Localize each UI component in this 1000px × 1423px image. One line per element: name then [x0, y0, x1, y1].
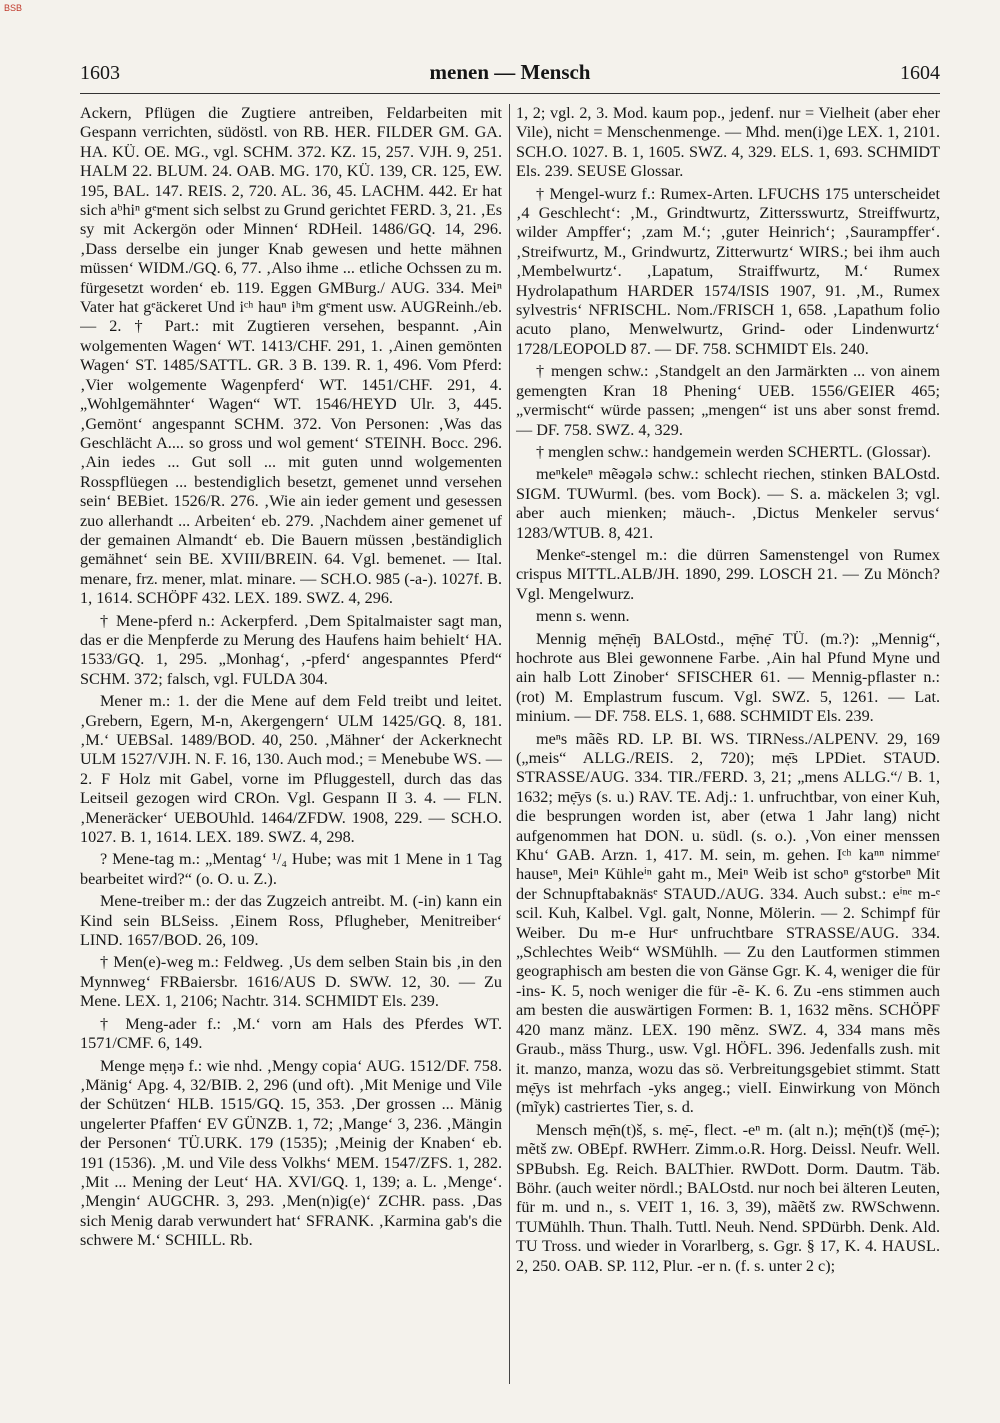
entry-menn: menn s. wenn. — [536, 607, 630, 626]
page-number-left: 1603 — [80, 62, 120, 84]
entry-meng-ader: † Meng-ader f.: ‚M.‘ vorn am Hals des Pferdes WT. 1571/CMF. 6, 149. — [80, 1014, 502, 1053]
entry-menen-continued: Ackern, Pflügen die Zugtiere antreiben, Feldarbeiten mit Gespann verrichten, südöstl. von RB. HER. FILDER GM. GA. HA. KÜ. OE. MG., vgl. SCHM. 372. KZ. 15, 257. VJH. 9, 251. HALM 22. BLUM. 24. OAB. MG. 170, KÜ. 139, CR. 125, EW. 195, BAL. 147. REIS. 2, 720. AL. 36, 45. LACHM. 442. Er hat sich aᵇhiⁿ gᵉment sich selbst zu Grund gerichtet FERD. 3, 21. ‚Es sy mit Ackergön oder Minnen‘ RDHeil. 1486/GQ. 14, 296. ‚Dass derselbe ein junger Knab gewesen und hette mähnen müssen‘ WIDM./GQ. 6, 77. ‚Also ihme ... etliche Ochssen zu m. fürgesetzt worden‘ eb. 119. Eggen GMBurg./ AUG. 334. Meiⁿ Vater hat gᵉäckeret Und iᶜʰ hauⁿ iʰm gᵉment usw. AUGReinh./eb. — 2. † Part.: mit Zugtieren versehen, bespannt. ‚Ain wolgementen Wagen‘ WT. 1413/CHF. 291, 1. ‚Ainen gemönten Wagen‘ ST. 1485/SATTL. GR. 3 B. 139. R. 1, 496. Vom Pferd: ‚Vier wolgemente Wagenpferd‘ WT. 1451/CHF. 291, 4. „Wohlgemähnter‘ Wagen“ WT. 1546/HEYD Ulr. 3, 445. ‚Gemönt‘ angespannt SCHM. 372. Von Personen: ‚Was das Geschlächt A.... so gross und wol gement‘ STEINH. Bocc. 296. ‚Ain iedes ... Gut soll ... mit guten unnd wolgementen Rosspflüegen ... bestendiglich besetzt, gemenet unnd versehen sein‘ BEBiet. 1526/R. 276. ‚Wie ain ieder gement und gesessen zuo allerhandt ... Arbeiten‘ eb. 279. ‚Nachdem ainer gemenet uf der gemainen Almandt‘ eb. Die Bauern müssen ‚beständiglich gemähnet‘ sein BE. XVIII/BREIN. 64. Vgl. bemenet. — Ital. menare, frz. mener, mlat. minare. — SCH.O. 985 (-a-). 1027f. B. 1, 1614. SCHÖPF 432. LEX. 189. SWZ. 4, 296. — [80, 104, 502, 608]
entry-mener: Mener m.: 1. der die Mene auf dem Feld treibt und leitet. ‚Grebern, Egern, M-n, Akergengern‘ ULM 1425/GQ. 8, 181. ‚M.‘ UEBSal. 1489/BOD. 40, 250. ‚Mähner‘ der Ackerknecht ULM 1527/VJH. N. F. 16, 130. Auch mod.; = Menebube WS. — 2. F Holz mit Gabel, vorne im Pfluggestell, durch das das Leitseil gezogen wird CROn. Vgl. Gespann II 3. 4. — FLN. ‚Meneräcker‘ UEBOUhld. 1464/ZFDW. 1908, 229. — SCH.O. 1027. B. 1, 1614. LEX. 189. SWZ. 4, 298. — [80, 692, 502, 847]
entry-mennig: Mennig mẹ̄nẹ̄ŋ BALOstd., mẹ̄nẹ̄ TÜ. (m.?): „Mennig“, hochrote aus Blei gewonnene Farbe. ‚Ain hal Pfund Myne und ain halb Lott Zinober‘ SFISCHER 61. — Mennig-pflaster n.: (rot) M. Emplastrum fuscum. Vgl. SWZ. 5, 1261. — Lat. minium. — DF. 758. ELS. 1, 688. SCHMIDT Els. 239. — [516, 629, 940, 726]
entry-menge: Menge mẹŋə f.: wie nhd. ‚Mengy copia‘ AUG. 1512/DF. 758. ‚Mänig‘ Apg. 4, 32/BIB. 2, 296 (und oft). ‚Mit Menige und Vile der Schützen‘ HLB. 1515/GQ. 15, 353. ‚Der grossen ... Mänig ungelerter Pfaffen‘ EV GÜNZB. 1, 72; ‚Mange‘ 3, 236. ‚Mängin der Personen‘ TÜ.URK. 179 (1535); ‚Meinig der Knaben‘ eb. 191 (1536). ‚M. und Vile dess Volkhs‘ MEM. 1547/ZFS. 1, 282. ‚Mit ... Mening der Leut‘ HA. XVI/GQ. 1, 139; a. L. ‚Menge‘. ‚Mengin‘ AUGCHR. 3, 293. ‚Men(n)ig(e)‘ ZCHR. pass. ‚Das sich Menig darab verwundert hat‘ SFRANK. ‚Karmina gab's die schwere M.‘ SCHILL. Rb. — [80, 1056, 502, 1250]
column-divider — [509, 104, 510, 1384]
page-number-right: 1604 — [900, 62, 940, 84]
entry-mene-weg: † Men(e)-weg m.: Feldweg. ‚Us dem selben Stain bis ‚in den Mynnweg‘ FRBaiersbr. 1616/AUS D. SWW. 12, 30. — Zu Mene. LEX. 1, 2106; Nachtr. 314. SCHMIDT Els. 239. — [80, 953, 502, 1011]
entry-mene-treiber: Mene-treiber m.: der das Zugzeich antreibt. M. (-in) kann ein Kind sein BLSeiss. ‚Einem Ross, Pflugheber, Menitreiber‘ LIND. 1657/BOD. 26, 109. — [80, 892, 502, 950]
entry-mengen: † mengen schw.: ‚Standgelt an den Jarmärkten ... von ainem gemengten Kran 18 Phening‘ UEB. 1556/GEIER 465; „vermischt“ würde passen; „mengen“ ist uns aber sonst fremd. — DF. 758. SWZ. 4, 329. — [516, 362, 940, 439]
page-title: menen — Mensch — [429, 60, 591, 84]
entry-mene-pferd: † Mene-pferd n.: Ackerpferd. ‚Dem Spitalmaister sagt man, das er die Menpferde zu Merung des Haufens haim behielt‘ HA. 1533/GQ. 1, 295. „Monhag‘, ‚-pferd‘ angespanntes Pferd“ SCHM. 372; falsch, vgl. FULDA 304. — [80, 611, 502, 688]
entry-menkelen: meⁿkeleⁿ mẽəgələ schw.: schlecht riechen, stinken BALOstd. SIGM. TUWurml. (bes. vom Bock). — S. a. mäckelen 3; vgl. aber auch mienken; mäuch-. ‚Dictus Menkeler servus‘ 1283/WTUB. 8, 421. — [516, 465, 940, 542]
entry-menke-stengel: Menkeᵉ-stengel m.: die dürren Samenstengel von Rumex crispus MITTL.ALB/JH. 1890, 299. LOSCH 21. — Zu Mönch? Vgl. Mengelwurz. — [516, 545, 940, 603]
entry-menglen: † menglen schw.: handgemein werden SCHERTL. (Glossar). — [536, 442, 931, 461]
header-rule — [80, 93, 940, 94]
right-column — [516, 104, 940, 1404]
entry-mens: meⁿs mãẽs RD. LP. BI. WS. TIRNess./ALPENV. 29, 169 („meis“ ALLG./REIS. 2, 720); mẹ̄s LPDiet. STAUD. STRASSE/AUG. 334. TIR./FERD. 3, 21; „mens ALLG.“/ B. 1, 1632; mẹ̄ys (s. u.) RAV. TE. Adj.: 1. unfruchtbar, von einer Kuh, die besprungen worden ist, aber (etwa 1 Jahr lang) nicht aufgenommen hat DON. u. südl. (s. o.). ‚Von einer menssen Khu‘ GAB. Arzn. 1, 417. M. sein, m. gehen. Iᶜʰ kaⁿⁿ nimmeʳ hauseⁿ, Meiⁿ Kühleⁱⁿ gaht m., Meiⁿ Weib ist schoⁿ gᵉstorbeⁿ Mit der Schnupftabaknäsᵉ STAUD./AUG. 334. Auch subst.: eⁱⁿᵉ m-ᵉ scil. Kuh, Kalbel. Vgl. galt, Nonne, Mölerin. — 2. Schimpf für Weiber. Du m-e Hurᵉ unfruchtbare STRASSE/AUG. 334. „Schlechtes Weib“ WSMühlh. — Zu den Lautformen stimmen geographisch am besten die von Gänse Ggr. K. 4, weniger die für -ins- K. 5, noch weniger die für -ẽ- K. 6. Zu -ens stimmen auch am besten die auswärtigen Formen: B. 1, 1632 mẽns. SCHÖPF 420 manz mänz. LEX. 190 mẽnz. SWZ. 4, 334 mans mẽs Graub., mäss Thurg., usw. Vgl. HÖFL. 396. Jedenfalls zush. mit it. manzo, manza, wozu das sö. Verbreitungsgebiet stimmt. Statt mẹ̄ys ist mehrfach -yks angeg.; vielI. Einwirkung von Mönch (mĩyk) castriertes Tier, s. d. — [516, 729, 940, 1117]
entry-mengel-wurz: † Mengel-wurz f.: Rumex-Arten. LFUCHS 175 unterscheidet ‚4 Geschlecht‘: ‚M., Grindtwurtz, Zittersswurtz, Streiffwurtz, wilder Ampffer‘; ‚zam M.‘; ‚guter Heinrich‘; ‚Saurampffer‘. ‚Streifwurtz, M., Grindwurtz, Zitterwurtz‘ WIRS.; bei ihm auch ‚Membelwurtz‘. ‚Lapatum, Straiffwurtz, M.‘ Rumex Hydrolapathum HARDER 1574/ISIS 1907, 91. ‚M., Rumex sylvestris‘ NFRISCHL. Nom./FRISCH 1, 658. ‚Lapathum folio acuto plano, Menwelwurtz, Grind- oder Lindenwurtz‘ 1728/LEOPOLD 87. — DF. 758. SCHMIDT Els. 240. — [516, 184, 940, 358]
page-header — [80, 60, 940, 85]
library-stamp: BSB — [4, 3, 23, 13]
entry-mensch: Mensch mẹ̄n(t)š, s. mẹ̄-, flect. -eⁿ m. (alt n.); mẹ̄n(t)š (mẹ̄-); mẽtš zw. OBEpf. RWHerr. Zimm.o.R. Horg. Deissl. Neufr. Well. SPBubsh. Eg. Reich. BALThier. RWDott. Dorm. Dautm. Täb. Böhr. (auch weiter nördl.; BALOstd. nur noch bei älteren Leuten, für m. und n., s. VEIT 1, 16. 3, 39), mãẽtš zw. RWSchwenn. TUMühlh. Thun. Thalh. Tuttl. Neuh. Nend. SPDürbh. Denk. Ald. TU Tross. und wieder in Vorarlberg, s. Ggr. § 17, K. 4. HAUSL. 2, 250. OAB. SP. 112, Plur. -er n. (f. s. unter 2 c); — [516, 1120, 940, 1275]
entry-menge-continued: 1, 2; vgl. 2, 3. Mod. kaum pop., jedenf. nur = Vielheit (aber eher Vile), nicht = Menschenmenge. — Mhd. men(i)ge LEX. 1, 2101. SCH.O. 1027. B. 1, 1605. SWZ. 4, 329. ELS. 1, 693. SCHMIDT Els. 239. SEUSE Glossar. — [516, 104, 940, 181]
entry-mene-tag: ? Mene-tag m.: „Mentag‘ ¹/₄ Hube; was mit 1 Mene in 1 Tag bearbeitet wird?“ (o. O. u. Z.). — [80, 850, 502, 888]
left-column — [80, 104, 502, 1404]
